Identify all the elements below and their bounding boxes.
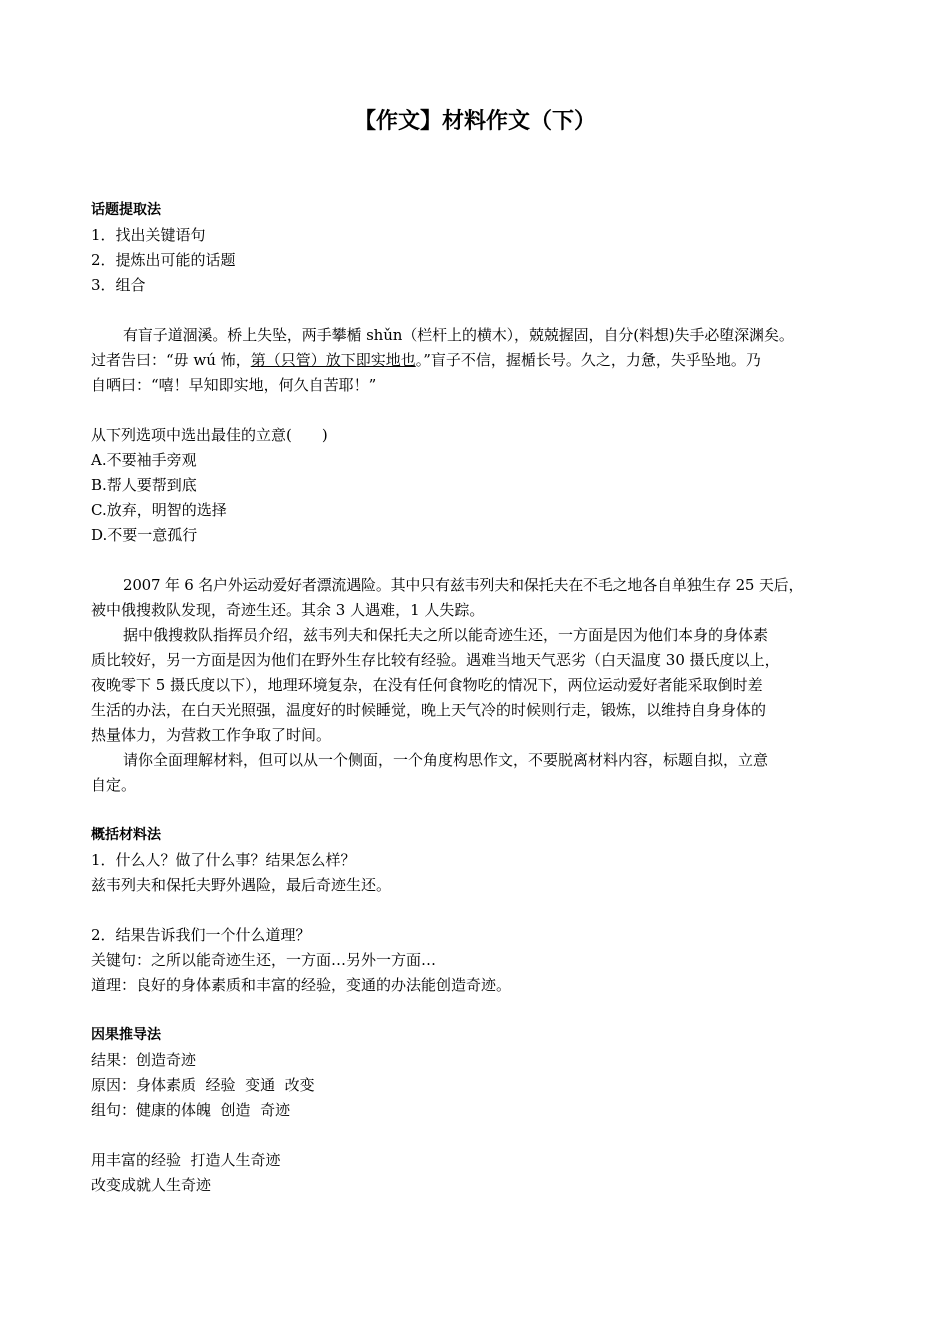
passage2-line: 请你全面理解材料，但可以从一个侧面，一个角度构思作文，不要脱离材料内容，标题自拟，立意 xyxy=(123,751,769,769)
passage1-line xyxy=(91,348,871,373)
passage2-line: 夜晚零下 5 摄氏度以下），地理环境复杂，在没有任何食物吃的情况下，两位运动爱好者能采取倒时差 xyxy=(91,676,763,694)
passage1-text: 过者告曰：“毋 wú 怖， xyxy=(91,351,251,369)
passage1-line: 有盲子道涸溪。桥上失坠，两手攀楯 shǔn（栏杆上的横木），兢兢握固，自分(料想)失手必堕深渊矣。 xyxy=(123,326,794,344)
question-prompt: 从下列选项中选出最佳的立意( ) xyxy=(91,426,328,444)
list-item: 2．结果告诉我们一个什么道理？ xyxy=(91,926,311,944)
example-title: 用丰富的经验 打造人生奇迹 xyxy=(91,1151,281,1169)
question-option: B.帮人要帮到底 xyxy=(91,476,197,494)
list-item: 1．什么人？做了什么事？结果怎么样？ xyxy=(91,851,356,869)
passage2-line: 质比较好，另一方面是因为他们在野外生存比较有经验。遇难当地天气恶劣（白天温度 30 摄氏度以上， xyxy=(91,651,780,669)
question-option: C.放弃，明智的选择 xyxy=(91,501,227,519)
passage1-text: 。”盲子不信，握楯长号。久之，力惫，失乎坠地。乃 xyxy=(415,351,761,369)
list-item: 3．组合 xyxy=(91,276,146,294)
question-option: A.不要袖手旁观 xyxy=(91,451,197,469)
passage2-line: 2007 年 6 名户外运动爱好者漂流遇险。其中只有兹韦列夫和保托夫在不毛之地各自单独生存 25 天后， xyxy=(123,576,804,594)
principle-text: 道理：良好的身体素质和丰富的经验，变通的办法能创造奇迹。 xyxy=(91,976,512,994)
section-heading-cause-effect: 因果推导法 xyxy=(91,1027,161,1043)
underlined-phrase: 第（只管）放下即实地也 xyxy=(250,351,416,369)
passage1-line: 自哂曰：“嘻！早知即实地，何久自苦耶！” xyxy=(91,376,377,394)
example-title: 改变成就人生奇迹 xyxy=(91,1176,212,1194)
passage2-line: 被中俄搜救队发现，奇迹生还。其余 3 人遇难，1 人失踪。 xyxy=(91,601,485,619)
combine-text: 组句：健康的体魄 创造 奇迹 xyxy=(91,1101,291,1119)
cause-text: 原因：身体素质 经验 变通 改变 xyxy=(91,1076,315,1094)
list-item: 1．找出关键语句 xyxy=(91,226,206,244)
document-body xyxy=(91,198,871,1198)
result-text: 结果：创造奇迹 xyxy=(91,1051,197,1069)
section-heading-summarize: 概括材料法 xyxy=(91,827,161,843)
passage2-line: 生活的办法，在白天光照强，温度好的时候睡觉，晚上天气冷的时候则行走，锻炼，以维持自身身体的 xyxy=(91,701,767,719)
passage2-line: 自定。 xyxy=(91,776,137,794)
answer-text: 兹韦列夫和保托夫野外遇险，最后奇迹生还。 xyxy=(91,876,392,894)
passage2-line: 热量体力，为营救工作争取了时间。 xyxy=(91,726,332,744)
section-heading-topic-extraction: 话题提取法 xyxy=(91,202,161,218)
list-item: 2．提炼出可能的话题 xyxy=(91,251,236,269)
key-sentence: 关键句：之所以能奇迹生还，一方面…另外一方面… xyxy=(91,951,437,969)
question-option: D.不要一意孤行 xyxy=(91,526,198,544)
passage2-line: 据中俄搜救队指挥员介绍，兹韦列夫和保托夫之所以能奇迹生还，一方面是因为他们本身的身体素 xyxy=(123,626,769,644)
page-title: 【作文】材料作文（下） xyxy=(353,109,596,134)
